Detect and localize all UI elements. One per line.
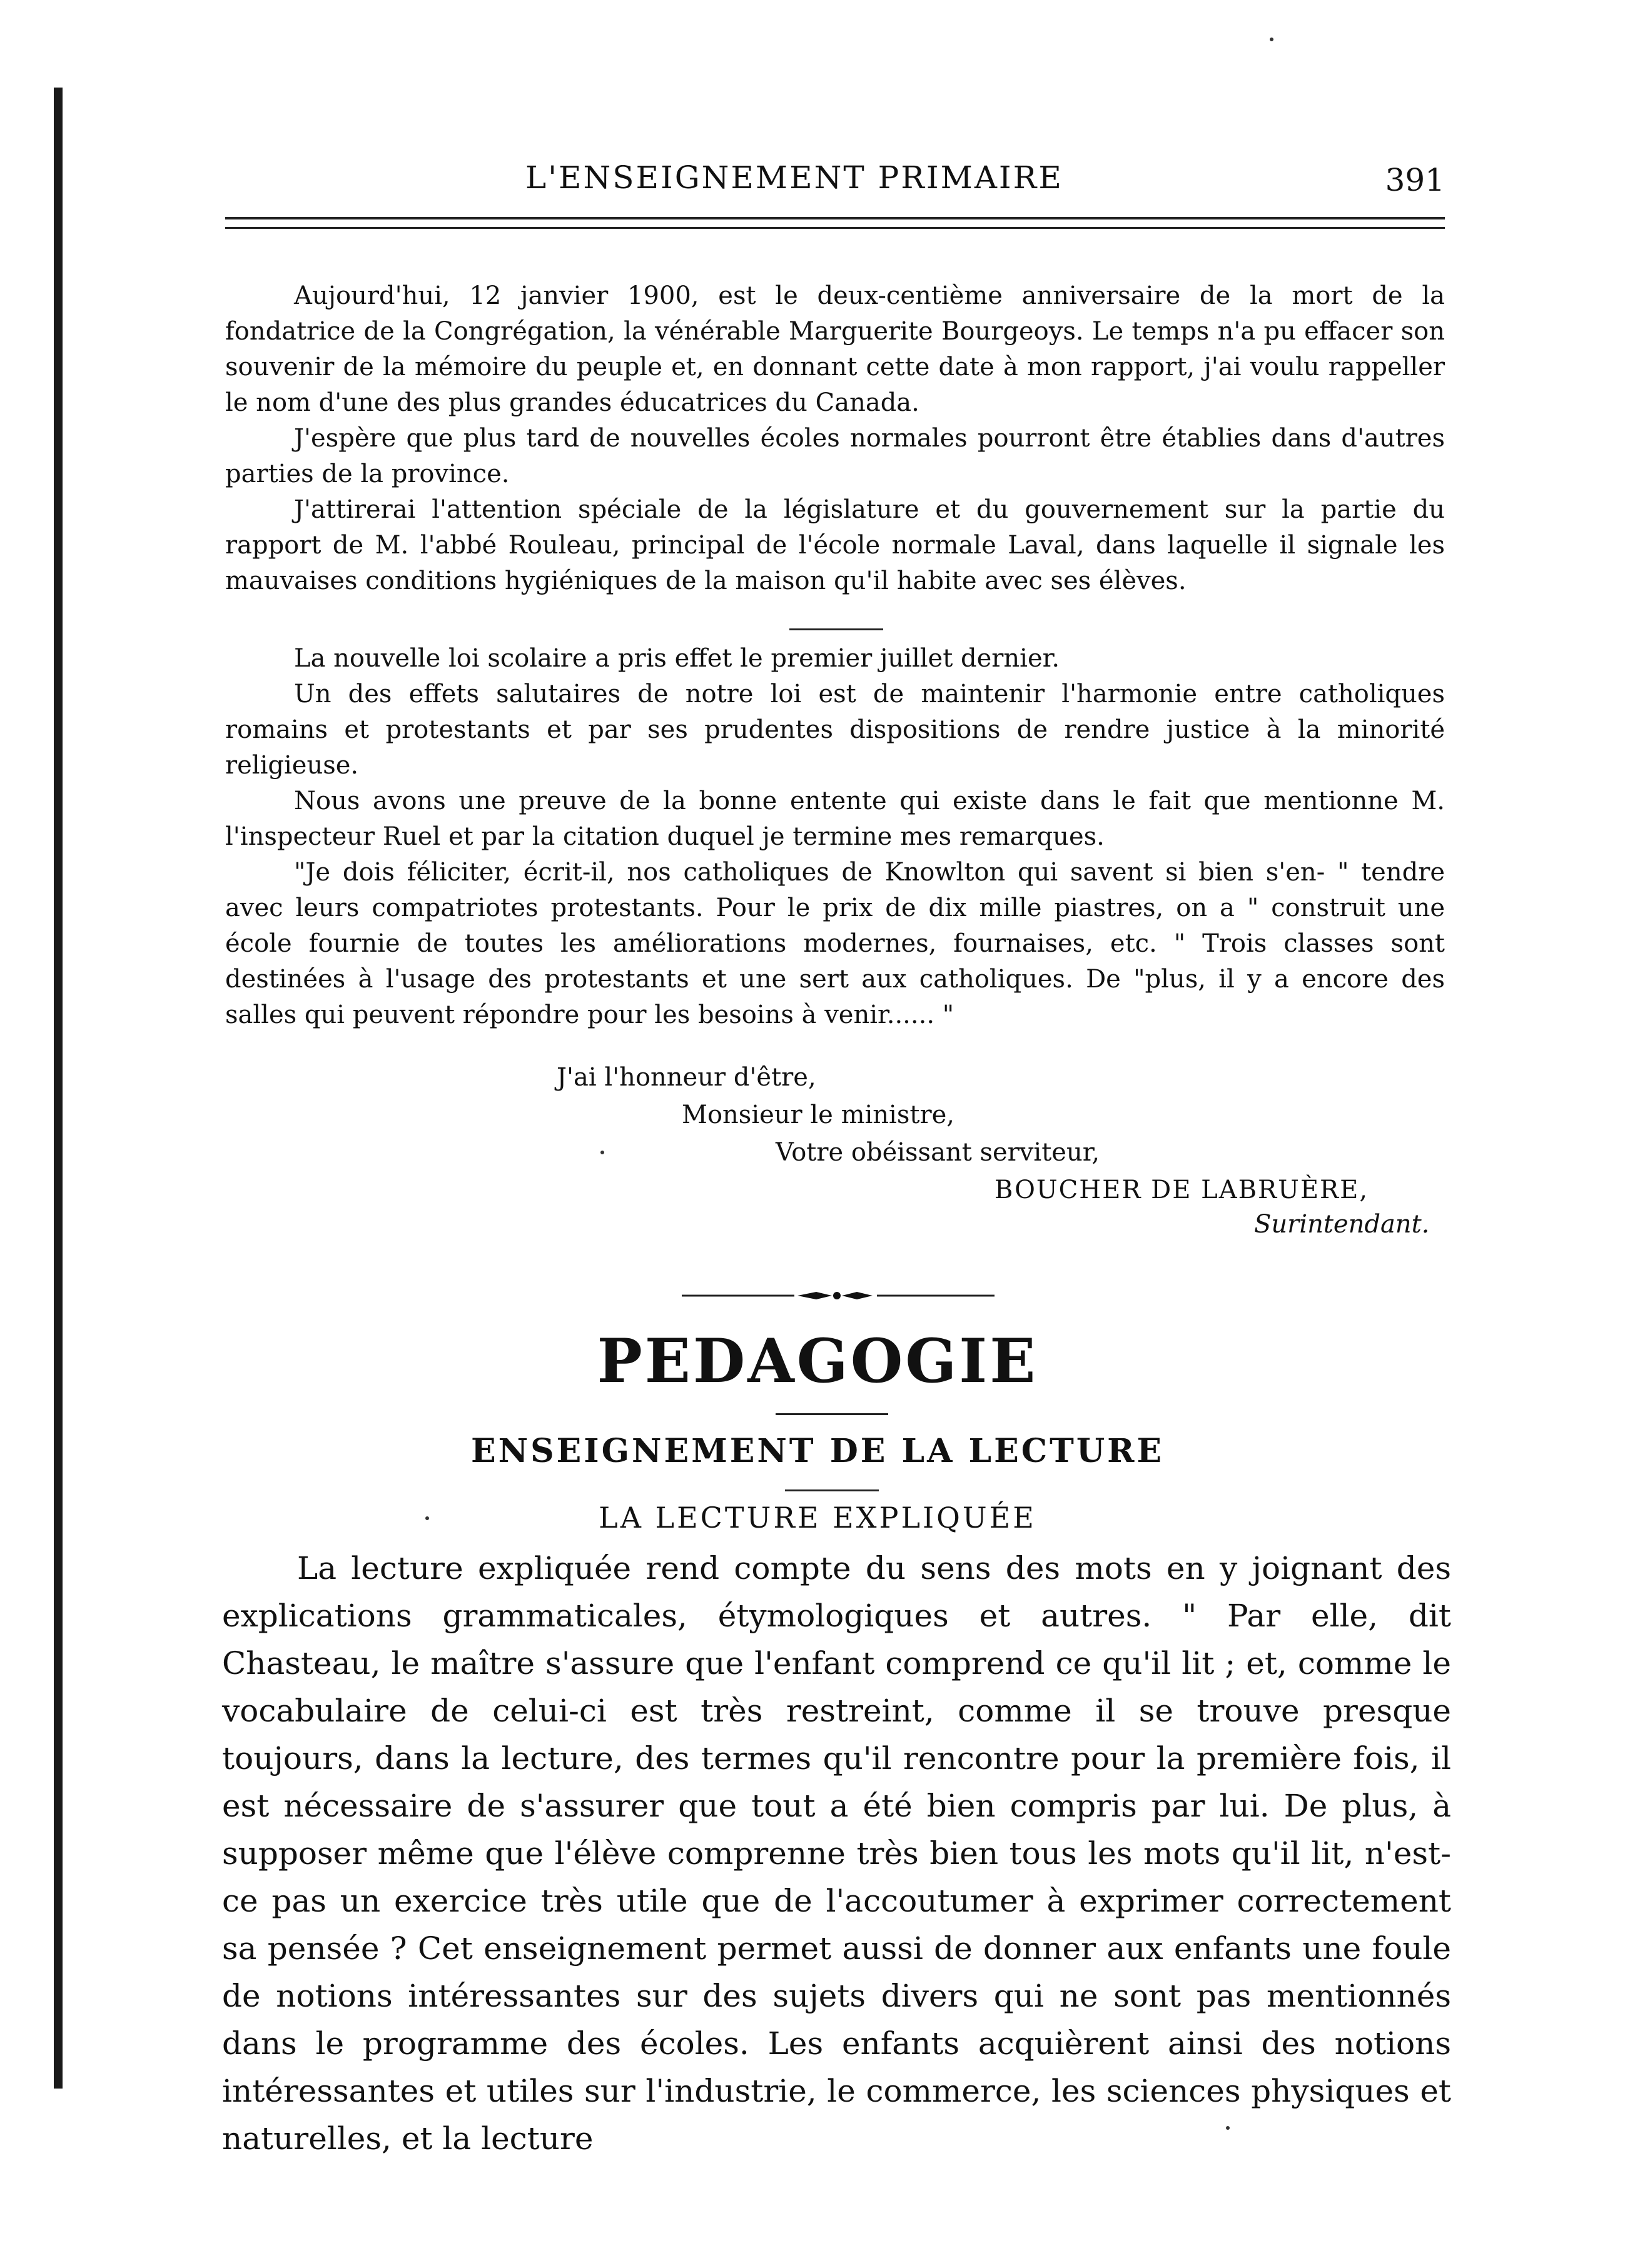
subtitle-rule bbox=[785, 1489, 879, 1491]
paragraph: J'attirerai l'attention spéciale de la législature et du gouvernement sur la partie du rapport de M. l'abbé Rouleau, principal de l'école normale Laval, dans laquelle il signale les mauvaises conditions hygiéniques de la maison qu'il habite avec ses élèves. bbox=[225, 495, 1445, 595]
paragraph: La lecture expliquée rend compte du sens des mots en y joignant des explications grammaticales, étymologiques et autres. " Par elle, dit Chasteau, le maître s'assure que l'enfant comprend ce qu'il lit ; et, comme le vocabulaire de celui-ci est très restreint, comme il se trouve presque toujours, dans la lecture, des termes qu'il rencontre pour la première fois, il est nécessaire de s'assurer que tout a été bien compris par lui. De plus, à supposer même que l'élève comprenne très bien tous les mots qu'il lit, n'est-ce pas un exercice très utile que de l'accoutumer à exprimer correctement sa pensée ? Cet enseignement permet aussi de donner aux enfants une foule de notions intéressantes sur des sujets divers qui ne sont pas mentionnés dans le programme des écoles. Les enfants acquièrent ainsi des notions intéressantes et utiles sur l'industrie, le commerce, les sciences physiques et naturelles, et la lecture bbox=[222, 1550, 1451, 2157]
quotation: "Je dois féliciter, écrit-il, nos catholiques de Knowlton qui savent si bien s'en- " tendre avec leurs compatriotes protestants. Pour le prix de dix mille piastres, on a " construit une école fournie de toutes les améliorations modernes, fournaises, etc. " Trois classes sont destinées à l'usage des protestants et une sert aux catholiques. De "plus, il y a encore des salles qui peuvent répondre pour les besoins à venir...... " bbox=[225, 858, 1445, 1029]
header-rule bbox=[225, 217, 1445, 229]
paragraph: J'espère que plus tard de nouvelles écoles normales pourront être établies dans d'autres parties de la province. bbox=[225, 424, 1445, 488]
report-part-1 bbox=[225, 278, 1445, 599]
paragraph: Aujourd'hui, 12 janvier 1900, est le deux-centième anniversaire de la mort de la fondatrice de la Congrégation, la vénérable Marguerite Bourgeoys. Le temps n'a pu effacer son souvenir de la mémoire du peuple et, en donnant cette date à mon rapport, j'ai voulu rappeller le nom d'une des plus grandes éducatrices du Canada. bbox=[225, 281, 1445, 417]
closing-servant: Votre obéissant serviteur, bbox=[776, 1138, 1100, 1167]
pedagogie-body bbox=[222, 1545, 1451, 2162]
running-title: L'ENSEIGNEMENT PRIMAIRE bbox=[525, 159, 1063, 196]
title-rule bbox=[776, 1413, 888, 1415]
page-number: 391 bbox=[1385, 162, 1445, 198]
paragraph: Un des effets salutaires de notre loi est de maintenir l'harmonie entre catholiques romains et protestants et par ses prudentes dispositions de rendre justice à la minorité religieuse. bbox=[225, 680, 1445, 780]
report-part-2 bbox=[225, 641, 1445, 1033]
signatory-name: BOUCHER DE LABRUÈRE, bbox=[995, 1176, 1369, 1204]
subsection-title: ENSEIGNEMENT DE LA LECTURE bbox=[470, 1432, 1165, 1470]
running-header bbox=[225, 159, 1445, 216]
sub-subsection-title: LA LECTURE EXPLIQUÉE bbox=[599, 1501, 1036, 1535]
binding-edge bbox=[54, 88, 63, 2089]
signatory-title: Surintendant. bbox=[1254, 1210, 1430, 1239]
section-title: PEDAGOGIE bbox=[597, 1326, 1038, 1396]
section-separator bbox=[789, 628, 883, 630]
closing-address: Monsieur le ministre, bbox=[682, 1101, 954, 1129]
ink-speck bbox=[600, 1151, 604, 1154]
ink-speck bbox=[1270, 38, 1273, 41]
closing-salutation: J'ai l'honneur d'être, bbox=[557, 1063, 816, 1092]
paragraph: La nouvelle loi scolaire a pris effet le premier juillet dernier. bbox=[294, 644, 1060, 673]
ornamental-divider bbox=[682, 1289, 995, 1302]
paragraph: Nous avons une preuve de la bonne entente qui existe dans le fait que mentionne M. l'inspecteur Ruel et par la citation duquel je termine mes remarques. bbox=[225, 787, 1445, 851]
